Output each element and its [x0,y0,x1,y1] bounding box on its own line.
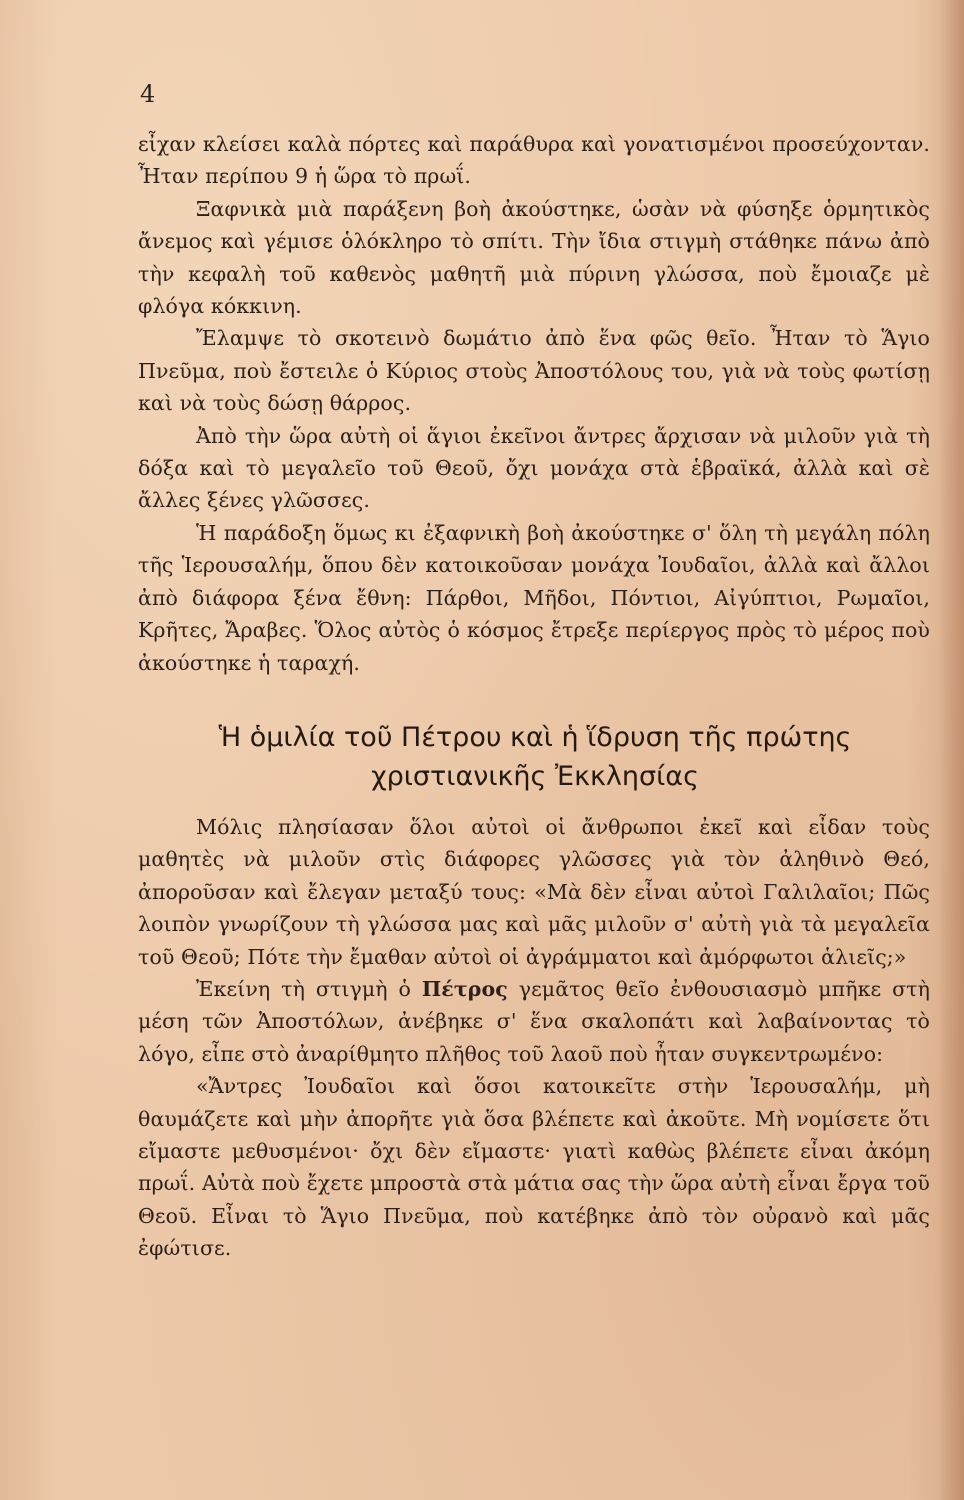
paragraph-holy-spirit-light: Ἔλαμψε τὸ σκοτεινὸ δωμάτιο ἀπὸ ἕνα φῶς θεῖο. Ἦταν τὸ Ἅγιο Πνεῦμα, ποὺ ἔστειλε ὁ Κύριος στοὺς Ἀποστόλους του, γιὰ νὰ τοὺς φωτίσῃ καὶ νὰ τοὺς δώσῃ θάρρος. [138,326,930,416]
paragraph-wind-and-tongues: Ξαφνικὰ μιὰ παράξενη βοὴ ἀκούστηκε, ὡσὰν νὰ φύσηξε ὁρμητικὸς ἄνεμος καὶ γέμισε ὁλόκληρο τὸ σπίτι. Τὴν ἴδια στιγμὴ στάθηκε πάνω ἀπὸ τὴν κεφαλὴ τοῦ καθενὸς μαθητῆ μιὰ πύρινη γλώσσα, ποὺ ἔμοιαζε μὲ φλόγα κόκκινη. [138,196,930,319]
peter-text-before: Ἐκείνη τὴ στιγμὴ ὁ [196,977,422,1002]
heading-line-1: Ἡ ὁμιλία τοῦ Πέτρου καὶ ἡ ἵδρυση τῆς πρώτης [218,722,852,753]
page-number: 4 [140,80,156,108]
section-peter-speech-text [138,811,930,1265]
page-edge-shadow [938,0,964,1500]
paragraph-crowd-gathers: Ἡ παράδοξη ὅμως κι ἐξαφνικὴ βοὴ ἀκούστηκε σ' ὅλη τὴ μεγάλη πόλη τῆς Ἱερουσαλήμ, ὅπου δὲν κατοικοῦσαν μονάχα Ἰουδαῖοι, ἀλλὰ καὶ ἄλλοι ἀπὸ διάφορα ξένα ἔθνη: Πάρθοι, Μῆδοι, Πόντιοι, Αἰγύπτιοι, Ρωμαῖοι, Κρῆτες, Ἄραβες. Ὅλος αὐτὸς ὁ κόσμος ἔτρεξε περίεργος πρὸς τὸ μέρος ποὺ ἀκούστηκε ἡ ταραχή. [138,520,930,675]
paragraph-continued: εἶχαν κλείσει καλὰ πόρτες καὶ παράθυρα καὶ γονατισμένοι προσεύχονταν. Ἦταν περίπου 9 ἡ ὥρα τὸ πρωΐ. [138,132,930,189]
section-heading [140,718,930,796]
section-pentecost-text [138,128,930,679]
paragraph-peter-stands [138,973,930,1070]
paragraph-crowd-wonders: Μόλις πλησίασαν ὅλοι αὐτοὶ οἱ ἄνθρωποι ἐκεῖ καὶ εἶδαν τοὺς μαθητὲς νὰ μιλοῦν στὶς διάφορες γλῶσσες γιὰ τὸν ἀληθινὸ Θεό, ἀποροῦσαν καὶ ἔλεγαν μεταξύ τους: «Μὰ δὲν εἶναι αὐτοὶ Γαλιλαῖοι; Πῶς λοιπὸν γνωρίζουν τὴ γλώσσα μας καὶ μᾶς μιλοῦν σ' αὐτὴ γιὰ τὰ μεγαλεῖα τοῦ Θεοῦ; Πότε τὴν ἔμαθαν αὐτοὶ οἱ ἀγράμματοι καὶ ἀμόρφωτοι ἁλιεῖς;» [138,815,930,969]
paragraph-peter-speech: «Ἄντρες Ἰουδαῖοι καὶ ὅσοι κατοικεῖτε στὴν Ἱερουσαλήμ, μὴ θαυμάζετε καὶ μὴν ἀπορῆτε γιὰ ὅσα βλέπετε καὶ ἀκοῦτε. Μὴ νομίσετε ὅτι εἴμαστε μεθυσμένοι· ὄχι δὲν εἴμαστε· γιατὶ καθὼς βλέπετε εἶναι ἀκόμη πρωΐ. Αὐτὰ ποὺ ἔχετε μπροστὰ στὰ μάτια σας τὴν ὥρα αὐτὴ εἶναι ἔργα τοῦ Θεοῦ. Εἶναι τὸ Ἅγιο Πνεῦμα, ποὺ κατέβηκε ἀπὸ τὸν οὐρανὸ καὶ μᾶς ἐφώτισε. [138,1074,930,1261]
peter-name: Πέτρος [421,977,508,1002]
heading-line-2: χριστιανικῆς Ἐκκλησίας [371,761,699,792]
paragraph-speaking-languages: Ἀπὸ τὴν ὥρα αὐτὴ οἱ ἅγιοι ἐκεῖνοι ἄντρες ἄρχισαν νὰ μιλοῦν γιὰ τὴ δόξα καὶ τὸ μεγαλεῖο τοῦ Θεοῦ, ὄχι μονάχα στὰ ἑβραϊκά, ἀλλὰ καὶ σὲ ἄλλες ξένες γλῶσσες. [138,423,930,513]
peter-text-after: γεμᾶτος θεῖο ἐνθουσιασμὸ μπῆκε στὴ μέση τῶν Ἀποστόλων, ἀνέβηκε σ' ἕνα σκαλοπάτι καὶ λαβαίνοντας τὸ λόγο, εἶπε στὸ ἀναρίθμητο πλῆθος τοῦ λαοῦ ποὺ ἦταν συγκεντρωμένο: [138,977,930,1066]
